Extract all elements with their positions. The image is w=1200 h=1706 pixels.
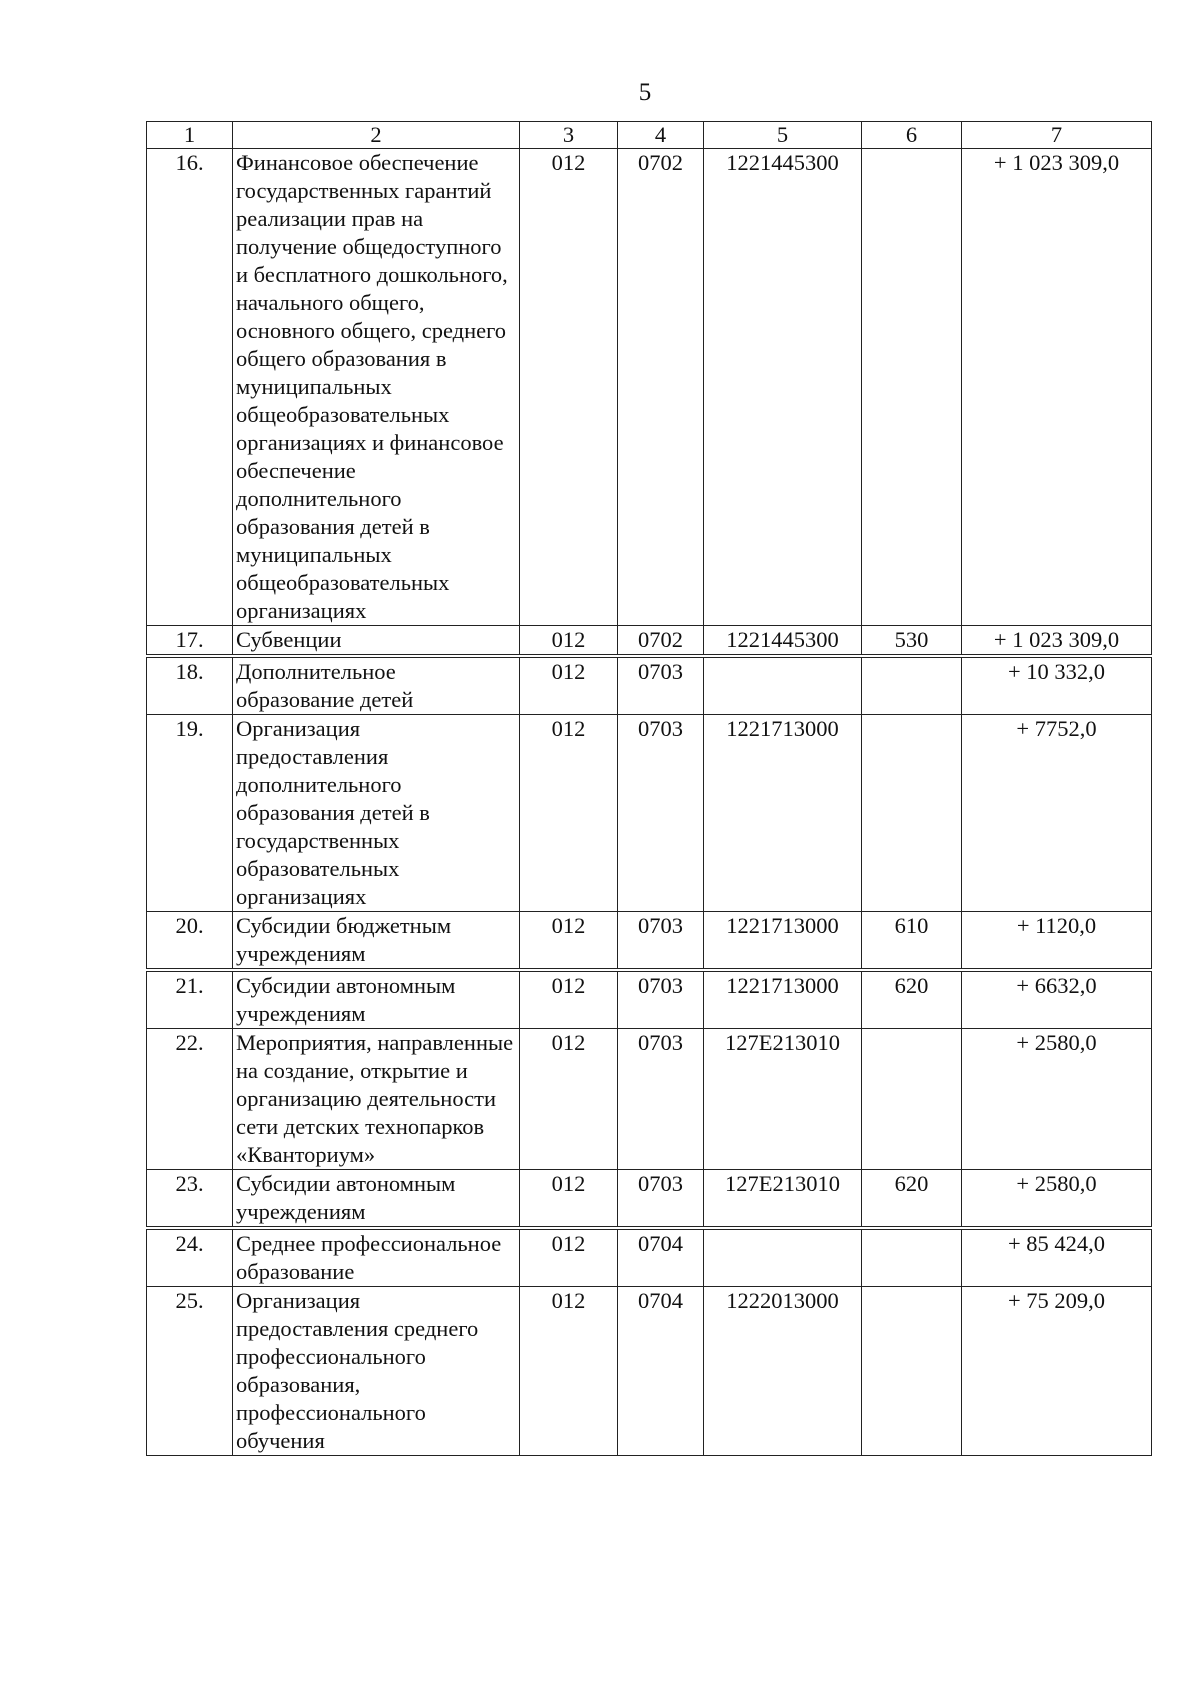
row-number: 25.	[147, 1287, 233, 1456]
row-rzpr: 0703	[618, 656, 704, 715]
row-rzpr: 0703	[618, 912, 704, 971]
header-row	[147, 122, 1152, 149]
row-name: Среднее профессиональное образование	[233, 1228, 520, 1287]
header-cell-2: 2	[233, 122, 520, 149]
row-vr	[862, 1287, 962, 1456]
header-cell-5: 5	[704, 122, 862, 149]
table-row	[147, 1170, 1152, 1229]
row-csr: 1221713000	[704, 715, 862, 912]
row-rzpr: 0703	[618, 1029, 704, 1170]
row-sum: + 75 209,0	[962, 1287, 1152, 1456]
row-vr	[862, 1029, 962, 1170]
row-name: Дополнительное образование детей	[233, 656, 520, 715]
row-csr	[704, 1228, 862, 1287]
row-ved: 012	[520, 912, 618, 971]
table-row	[147, 1228, 1152, 1287]
table-row	[147, 626, 1152, 657]
row-rzpr: 0704	[618, 1228, 704, 1287]
row-number: 21.	[147, 970, 233, 1029]
row-sum: + 85 424,0	[962, 1228, 1152, 1287]
row-ved: 012	[520, 1029, 618, 1170]
header-cell-3: 3	[520, 122, 618, 149]
row-vr: 610	[862, 912, 962, 971]
row-vr: 620	[862, 1170, 962, 1229]
row-name: Организация предоставления среднего профессионального образования, профессионального обучения	[233, 1287, 520, 1456]
row-ved: 012	[520, 1287, 618, 1456]
row-rzpr: 0703	[618, 1170, 704, 1229]
table-row	[147, 1287, 1152, 1456]
row-vr: 620	[862, 970, 962, 1029]
row-sum: + 10 332,0	[962, 656, 1152, 715]
row-ved: 012	[520, 970, 618, 1029]
table-row	[147, 715, 1152, 912]
table-row	[147, 149, 1152, 626]
row-sum: + 7752,0	[962, 715, 1152, 912]
row-number: 24.	[147, 1228, 233, 1287]
row-number: 23.	[147, 1170, 233, 1229]
header-cell-7: 7	[962, 122, 1152, 149]
row-number: 16.	[147, 149, 233, 626]
row-sum: + 1120,0	[962, 912, 1152, 971]
row-number: 18.	[147, 656, 233, 715]
row-vr: 530	[862, 626, 962, 657]
row-ved: 012	[520, 626, 618, 657]
table-row	[147, 912, 1152, 971]
row-csr: 1221713000	[704, 970, 862, 1029]
row-rzpr: 0703	[618, 970, 704, 1029]
row-sum: + 2580,0	[962, 1170, 1152, 1229]
header-cell-1: 1	[147, 122, 233, 149]
row-sum: + 1 023 309,0	[962, 149, 1152, 626]
budget-table	[146, 121, 1152, 1456]
row-ved: 012	[520, 1228, 618, 1287]
row-ved: 012	[520, 149, 618, 626]
row-number: 22.	[147, 1029, 233, 1170]
row-csr: 1221445300	[704, 149, 862, 626]
row-number: 20.	[147, 912, 233, 971]
row-name: Субсидии автономным учреждениям	[233, 970, 520, 1029]
row-csr: 127E213010	[704, 1170, 862, 1229]
row-csr	[704, 656, 862, 715]
page-number: 5	[638, 79, 652, 106]
row-csr: 1222013000	[704, 1287, 862, 1456]
row-csr: 1221713000	[704, 912, 862, 971]
row-rzpr: 0704	[618, 1287, 704, 1456]
row-sum: + 1 023 309,0	[962, 626, 1152, 657]
row-sum: + 2580,0	[962, 1029, 1152, 1170]
row-sum: + 6632,0	[962, 970, 1152, 1029]
row-vr	[862, 1228, 962, 1287]
row-number: 17.	[147, 626, 233, 657]
row-name: Организация предоставления дополнительного образования детей в государственных образовательных организациях	[233, 715, 520, 912]
table-row	[147, 970, 1152, 1029]
row-ved: 012	[520, 656, 618, 715]
row-vr	[862, 656, 962, 715]
row-name: Субвенции	[233, 626, 520, 657]
row-name: Субсидии бюджетным учреждениям	[233, 912, 520, 971]
header-cell-6: 6	[862, 122, 962, 149]
row-rzpr: 0702	[618, 149, 704, 626]
row-rzpr: 0702	[618, 626, 704, 657]
table-row	[147, 1029, 1152, 1170]
row-name: Финансовое обеспечение государственных гарантий реализации прав на получение общедоступного и бесплатного дошкольного, начального общего, основного общего, среднего общего образования в муниципальных общеобразовательных организациях и финансовое обеспечение дополнительного образования детей в муниципальных общеобразовательных организациях	[233, 149, 520, 626]
row-vr	[862, 149, 962, 626]
row-csr: 127E213010	[704, 1029, 862, 1170]
row-name: Субсидии автономным учреждениям	[233, 1170, 520, 1229]
row-ved: 012	[520, 1170, 618, 1229]
header-cell-4: 4	[618, 122, 704, 149]
row-ved: 012	[520, 715, 618, 912]
row-rzpr: 0703	[618, 715, 704, 912]
row-name: Мероприятия, направленные на создание, открытие и организацию деятельности сети детских технопарков «Кванториум»	[233, 1029, 520, 1170]
row-vr	[862, 715, 962, 912]
table-row	[147, 656, 1152, 715]
row-csr: 1221445300	[704, 626, 862, 657]
row-number: 19.	[147, 715, 233, 912]
